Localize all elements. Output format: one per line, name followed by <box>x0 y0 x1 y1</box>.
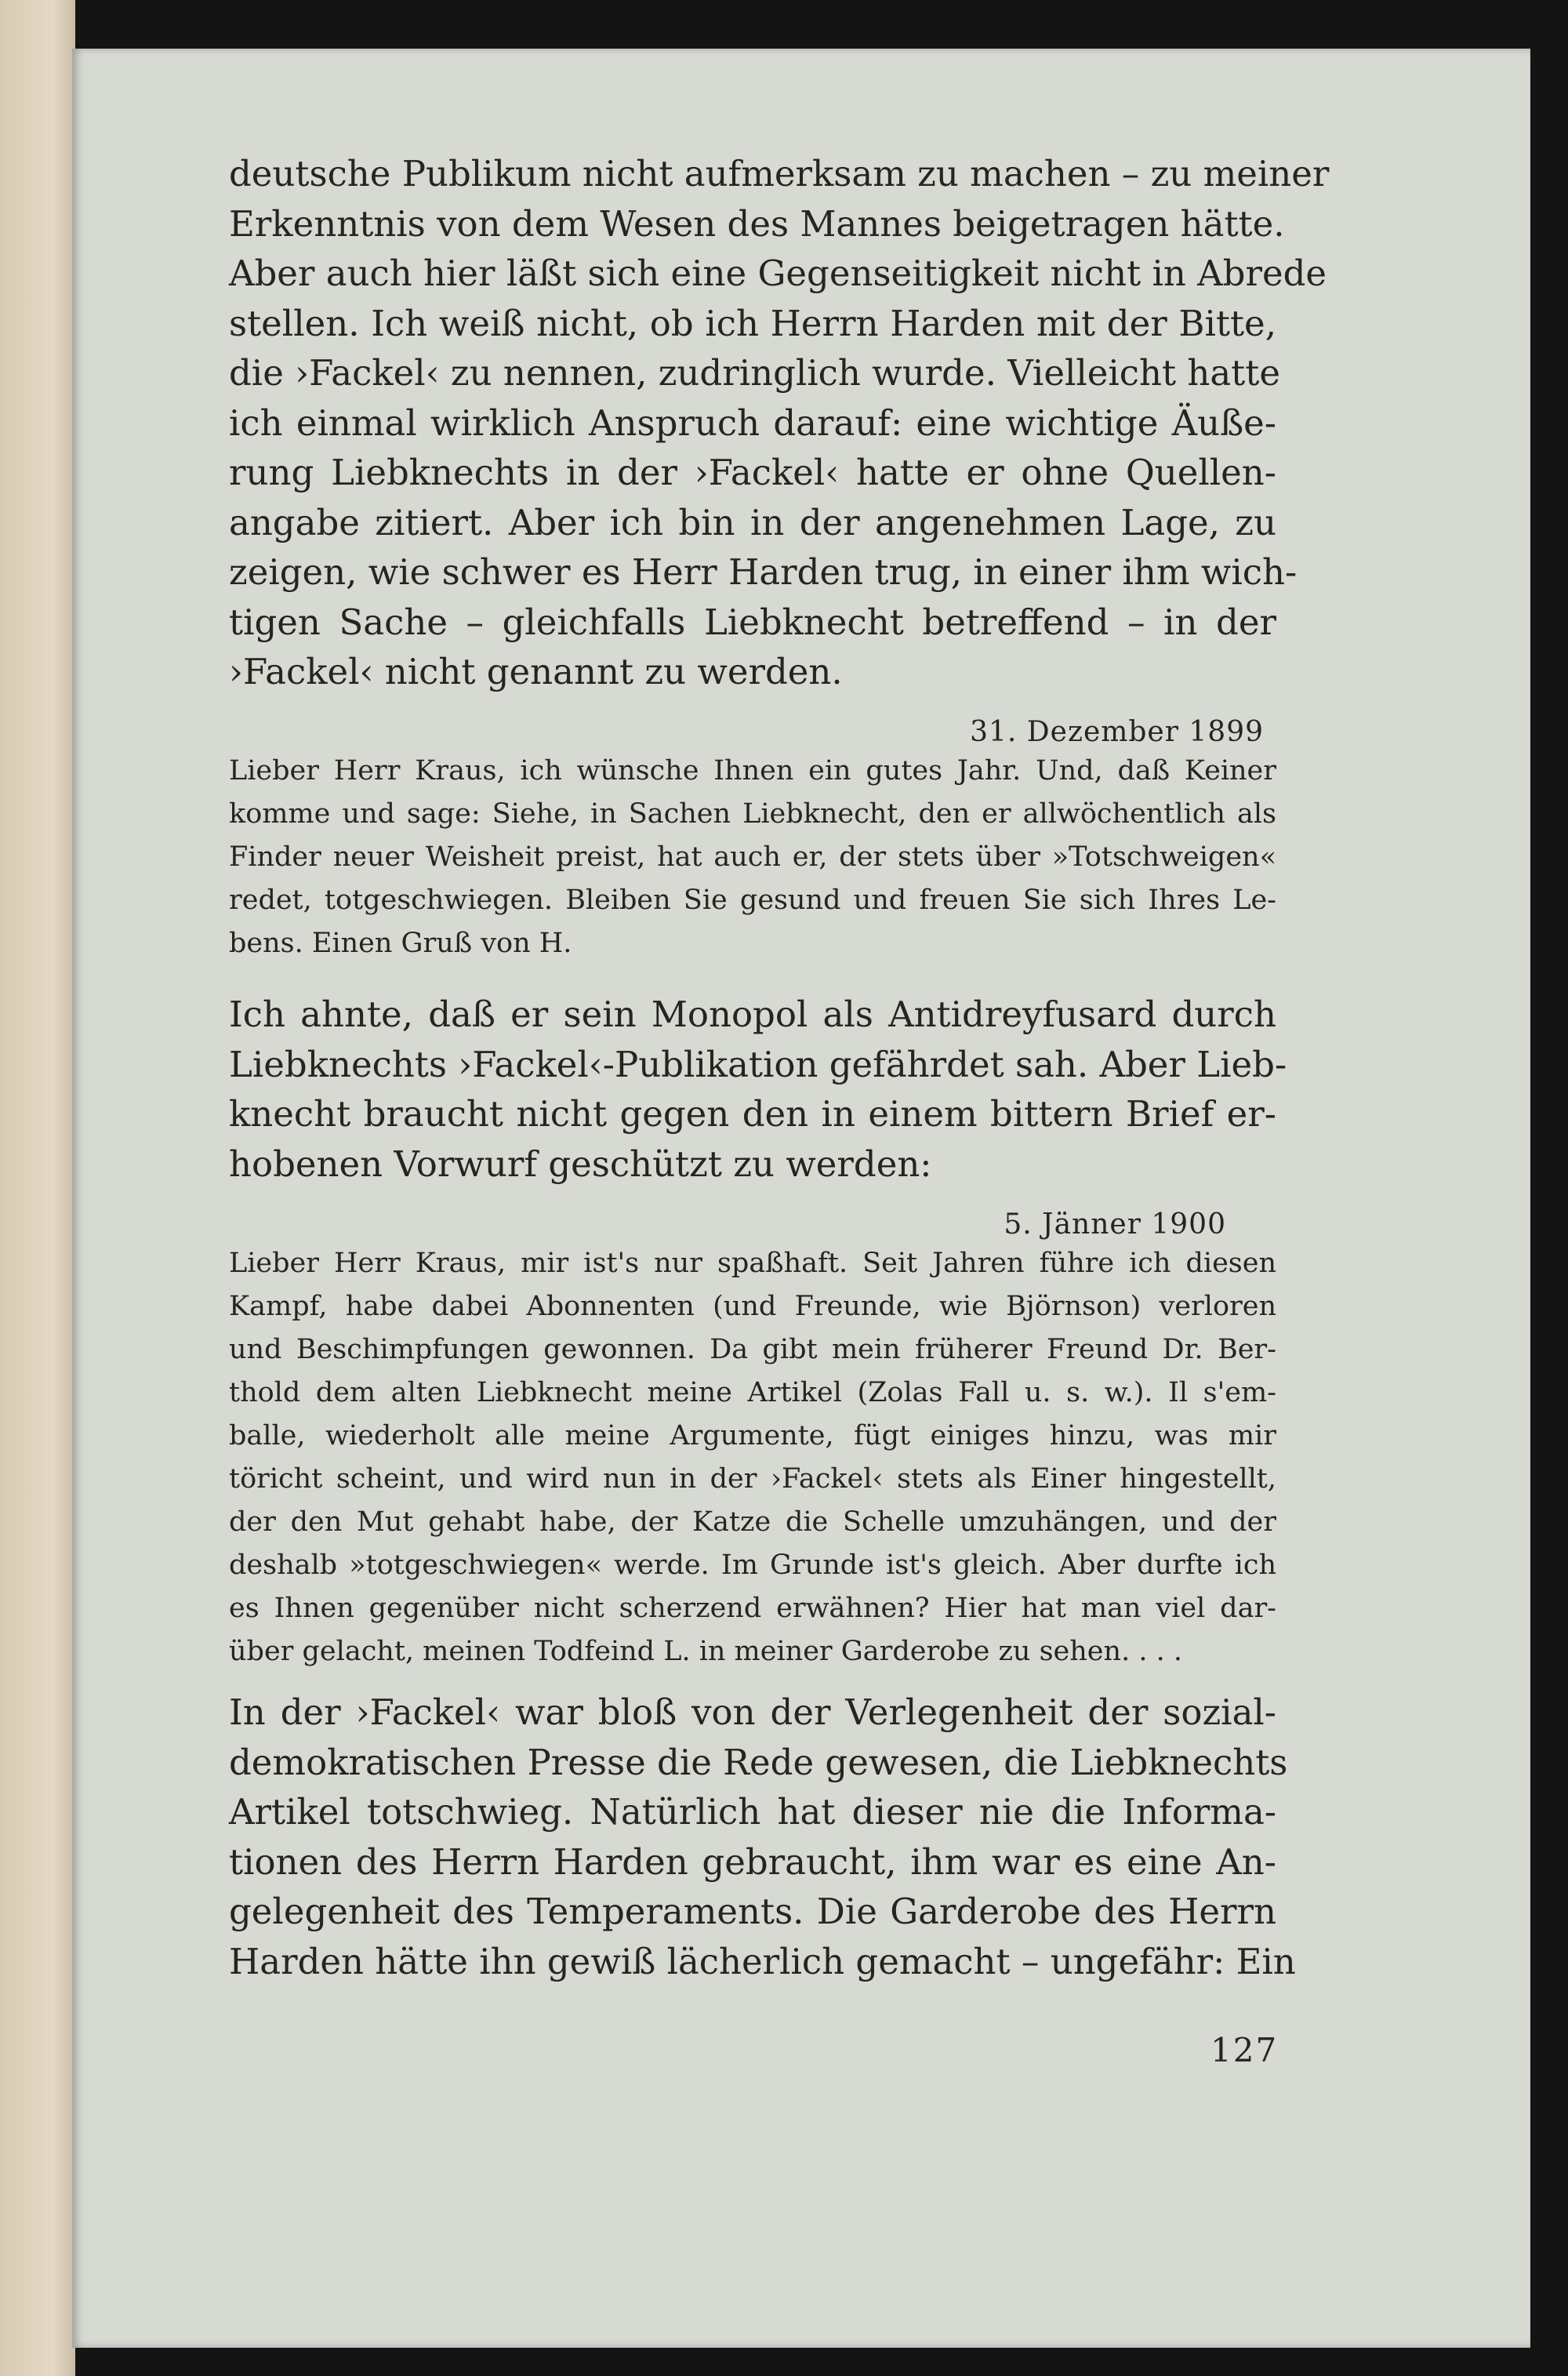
letter-line: Kampf, habe dabei Abonnenten (und Freunde, wie Björnson) verloren <box>229 1291 1276 1322</box>
letter-body <box>229 1242 1276 1673</box>
letter-line: balle, wiederholt alle meine Argumente, fügt einiges hinzu, was mir <box>229 1420 1276 1451</box>
letter-line: Lieber Herr Kraus, ich wünsche Ihnen ein gutes Jahr. Und, daß Keiner <box>229 755 1276 787</box>
text-line: In der ›Fackel‹ war bloß von der Verlegenheit der sozial- <box>229 1691 1276 1733</box>
text-line: die ›Fackel‹ zu nennen, zudringlich wurde. Vielleicht hatte <box>229 352 1280 394</box>
paragraph-1 <box>229 149 1330 697</box>
paragraph-2 <box>229 990 1287 1189</box>
letter-date: 5. Jänner 1900 <box>1004 1208 1226 1241</box>
text-line: Aber auch hier läßt sich eine Gegenseitigkeit nicht in Abrede <box>229 252 1327 294</box>
letter-2 <box>229 1208 1276 1673</box>
letter-line: es Ihnen gegenüber nicht scherzend erwähnen? Hier hat man viel dar- <box>229 1593 1276 1624</box>
text-line: hobenen Vorwurf geschützt zu werden: <box>229 1143 932 1185</box>
letter-line: bens. Einen Gruß von H. <box>229 928 572 959</box>
letter-line: komme und sage: Siehe, in Sachen Liebknecht, den er allwöchentlich als <box>229 798 1276 830</box>
letter-1 <box>229 715 1276 965</box>
letter-line: und Beschimpfungen gewonnen. Da gibt mein früherer Freund Dr. Ber- <box>229 1334 1276 1365</box>
adjacent-page-edge <box>0 0 75 2376</box>
letter-line: redet, totgeschwiegen. Bleiben Sie gesund und freuen Sie sich Ihres Le- <box>229 885 1276 916</box>
text-line: deutsche Publikum nicht aufmerksam zu machen – zu meiner <box>229 153 1330 194</box>
letter-line: über gelacht, meinen Todfeind L. in meiner Garderobe zu sehen. . . . <box>229 1636 1182 1667</box>
letter-line: thold dem alten Liebknecht meine Artikel (Zolas Fall u. s. w.). Il s'em- <box>229 1377 1276 1408</box>
text-line: knecht braucht nicht gegen den in einem bittern Brief er- <box>229 1093 1276 1135</box>
text-line: rung Liebknechts in der ›Fackel‹ hatte er ohne Quellen- <box>229 452 1276 493</box>
letter-body <box>229 750 1276 965</box>
letter-line: Lieber Herr Kraus, mir ist's nur spaßhaft. Seit Jahren führe ich diesen <box>229 1248 1276 1279</box>
text-line: ›Fackel‹ nicht genannt zu werden. <box>229 651 843 692</box>
text-line: Artikel totschwieg. Natürlich hat dieser nie die Informa- <box>229 1791 1276 1833</box>
main-text-paragraph-3 <box>229 1688 1296 1986</box>
text-line: ich einmal wirklich Anspruch darauf: eine wichtige Äuße- <box>229 401 1276 444</box>
main-text-paragraph-1 <box>229 149 1330 697</box>
page-sheet <box>72 49 1530 2348</box>
text-line: Ich ahnte, daß er sein Monopol als Antidreyfusard durch <box>229 994 1276 1035</box>
letter-line: der den Mut gehabt habe, der Katze die Schelle umzuhängen, und der <box>229 1506 1276 1538</box>
text-line: tigen Sache – gleichfalls Liebknecht betreffend – in der <box>229 601 1276 643</box>
text-line: stellen. Ich weiß nicht, ob ich Herrn Harden mit der Bitte, <box>229 302 1276 344</box>
text-line: Harden hätte ihn gewiß lächerlich gemacht – ungefähr: Ein <box>229 1940 1296 1982</box>
text-line: gelegenheit des Temperaments. Die Garderobe des Herrn <box>229 1891 1276 1932</box>
text-line: demokratischen Presse die Rede gewesen, die Liebknechts <box>229 1741 1288 1783</box>
letter-line: Finder neuer Weisheit preist, hat auch er, der stets über »Totschweigen« <box>229 841 1276 873</box>
text-line: Erkenntnis von dem Wesen des Mannes beigetragen hätte. <box>229 202 1285 245</box>
letter-date: 31. Dezember 1899 <box>970 716 1264 748</box>
paragraph-3 <box>229 1688 1296 1986</box>
letter-line: deshalb »totgeschwiegen« werde. Im Grunde ist's gleich. Aber durfte ich <box>229 1549 1276 1581</box>
text-line: zeigen, wie schwer es Herr Harden trug, in einer ihm wich- <box>229 551 1298 593</box>
text-line: Liebknechts ›Fackel‹-Publikation gefährdet sah. Aber Lieb- <box>229 1043 1287 1085</box>
letter-line: töricht scheint, und wird nun in der ›Fackel‹ stets als Einer hingestellt, <box>229 1463 1276 1495</box>
main-text-paragraph-2 <box>229 990 1287 1189</box>
text-line: tionen des Herrn Harden gebraucht, ihm war es eine An- <box>229 1840 1276 1883</box>
page-number: 127 <box>1210 2031 1279 2069</box>
text-line: angabe zitiert. Aber ich bin in der angenehmen Lage, zu <box>229 501 1276 543</box>
